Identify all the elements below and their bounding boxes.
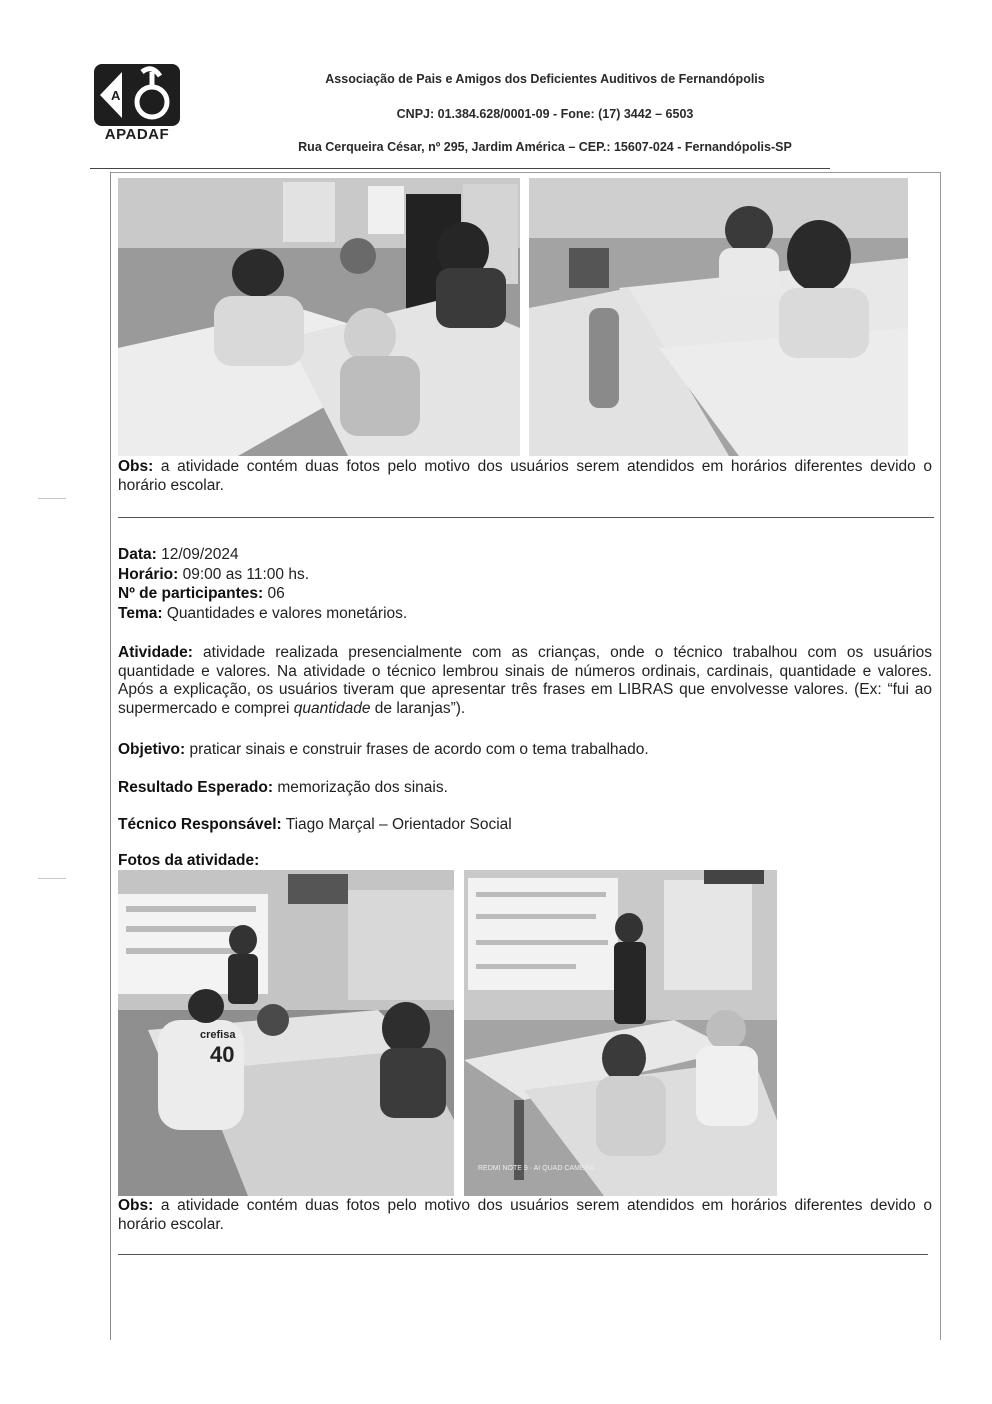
responsible-value: Tiago Marçal – Orientador Social [281, 816, 512, 833]
responsible-label: Técnico Responsável: [118, 816, 282, 833]
activity-text: atividade realizada presencialmente com as crianças, onde o técnico trabalhou com os usuários quantidade e valores. Na atividade o técnico lembrou sinais de números ordinais, cardinais, quantidade e valores. Após a explicação, os usuários tiveram que apresentar três frases em LIBRAS que envolvesse valores. (Ex: “fui ao supermercado e comprei [118, 644, 932, 717]
obs-paragraph-2 [118, 1197, 932, 1234]
photos-label: Fotos da atividade: [118, 852, 260, 869]
theme-label: Tema: [118, 605, 163, 622]
participants-value: 06 [263, 585, 285, 602]
scan-mark [38, 498, 66, 499]
activity-text-end: de laranjas”). [370, 699, 466, 717]
date-label: Data: [118, 546, 157, 563]
objective-label: Objetivo: [118, 741, 186, 758]
time-label: Horário: [118, 566, 179, 583]
objective-value: praticar sinais e construir frases de acordo com o tema trabalhado. [185, 741, 649, 758]
date-value: 12/09/2024 [156, 546, 239, 563]
expected-result-line [118, 778, 448, 797]
obs-label: Obs: [118, 1197, 154, 1214]
logo-text: APADAF [104, 126, 170, 143]
header-rule [90, 168, 830, 169]
activity-photo-1 [118, 178, 520, 456]
activity-text-italic: quantidade [293, 699, 371, 717]
time-line [118, 565, 309, 584]
org-name: Associação de Pais e Amigos dos Deficientes Auditivos de Fernandópolis [325, 72, 765, 86]
activity-photo-2 [529, 178, 908, 456]
scan-mark [38, 878, 66, 879]
svg-text:A: A [111, 88, 121, 103]
activity-label: Atividade: [118, 644, 193, 661]
frame-left-border [110, 172, 111, 1340]
participants-line [118, 584, 285, 603]
shirt-text: crefisa [200, 1029, 236, 1041]
date-line [118, 545, 239, 564]
participants-label: Nº de participantes: [118, 585, 264, 602]
classroom-photo-icon [118, 178, 520, 456]
classroom-photo-icon [464, 870, 777, 1196]
time-value: 09:00 as 11:00 hs. [178, 566, 309, 583]
activity-photo-3 [118, 870, 454, 1196]
apadaf-logo [92, 62, 184, 150]
obs-paragraph-1 [118, 458, 932, 495]
theme-line [118, 604, 407, 623]
camera-watermark: REDMI NOTE 9 · AI QUAD CAMERA [478, 1165, 595, 1172]
expected-result-label: Resultado Esperado: [118, 779, 274, 796]
activity-photo-4 [464, 870, 777, 1196]
responsible-line [118, 815, 512, 834]
obs-label: Obs: [118, 458, 154, 475]
theme-value: Quantidades e valores monetários. [162, 605, 408, 622]
cnpj-phone: CNPJ: 01.384.628/0001-09 - Fone: (17) 3442 – 6503 [396, 107, 694, 121]
photos-heading [118, 851, 259, 870]
shirt-number: 40 [210, 1042, 235, 1067]
classroom-photo-icon [529, 178, 908, 456]
classroom-photo-icon [118, 870, 454, 1196]
obs-text: a atividade contém duas fotos pelo motivo dos usuários serem atendidos em horários diferentes devido o horário escolar. [118, 458, 932, 494]
section-divider [118, 1254, 928, 1255]
obs-text: a atividade contém duas fotos pelo motivo dos usuários serem atendidos em horários diferentes devido o horário escolar. [118, 1197, 932, 1233]
activity-paragraph [118, 644, 932, 718]
objective-line [118, 740, 649, 759]
frame-right-border [940, 172, 941, 1340]
section-divider [118, 517, 934, 518]
expected-result-value: memorização dos sinais. [273, 779, 448, 796]
address: Rua Cerqueira César, nº 295, Jardim América – CEP.: 15607-024 - Fernandópolis-SP [298, 140, 792, 154]
frame-top-border [110, 172, 940, 173]
